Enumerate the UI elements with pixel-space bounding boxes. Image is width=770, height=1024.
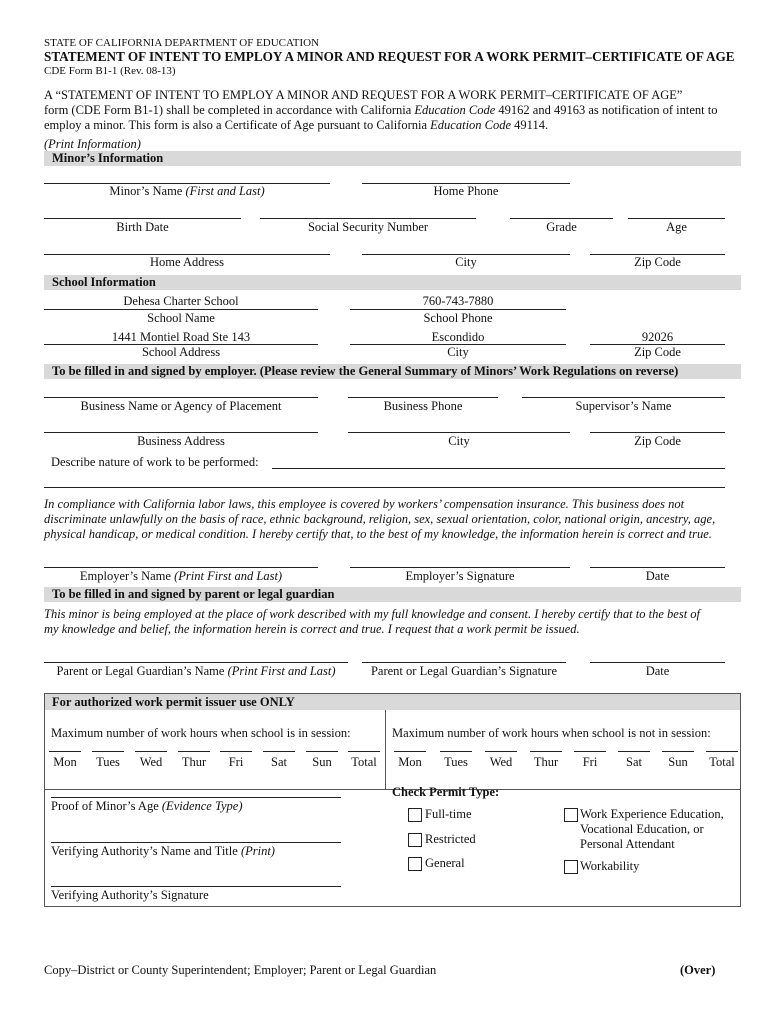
consent-line-1: This minor is being employed at the place of work described with my full knowledge and consent. I hereby certify that to the best of <box>44 607 701 621</box>
school-phone-label: School Phone <box>423 311 493 325</box>
in-session-hours-field[interactable] <box>348 751 380 752</box>
proof-age-label: Proof of Minor’s Age (Evidence Type) <box>51 799 243 813</box>
school-name-label: School Name <box>147 311 215 325</box>
school-zip-label: Zip Code <box>634 345 681 359</box>
zip-label: Zip Code <box>634 255 681 269</box>
not-in-session-day-label: Mon <box>398 755 422 769</box>
not-in-session-day-label: Wed <box>489 755 513 769</box>
business-name-label: Business Name or Agency of Placement <box>80 399 282 413</box>
school-phone-value[interactable]: 760-743-7880 <box>422 294 494 308</box>
in-session-hours-field[interactable] <box>92 751 124 752</box>
not-in-session-day-label: Sun <box>668 755 688 769</box>
school-city-label: City <box>447 345 469 359</box>
workability-label: Workability <box>580 859 640 873</box>
business-city-field[interactable] <box>348 432 570 433</box>
in-session-day-label: Fri <box>228 755 244 769</box>
work-experience-label-1: Work Experience Education, <box>580 807 724 821</box>
not-in-session-hours-field[interactable] <box>706 751 738 752</box>
employer-date-label: Date <box>645 569 670 583</box>
not-in-session-day-label: Total <box>709 755 735 769</box>
issuer-header <box>45 694 740 710</box>
in-session-day-label: Tues <box>96 755 120 769</box>
in-session-day-label: Sat <box>271 755 287 769</box>
footer-over: (Over) <box>680 963 716 977</box>
compliance-line-3: physical handicap, or medical condition. I hereby certify that, to the best of my knowledge, the information herein is correct and true. <box>44 527 712 541</box>
minor-name-label: Minor’s Name (First and Last) <box>109 184 265 198</box>
age-label: Age <box>666 220 687 234</box>
school-section-header: School Information <box>44 275 741 290</box>
employer-signature-field[interactable] <box>350 567 570 568</box>
verifying-signature-field[interactable] <box>51 886 341 887</box>
not-in-session-hours-field[interactable] <box>530 751 562 752</box>
guardian-date-field[interactable] <box>590 662 725 663</box>
in-session-hours-field[interactable] <box>178 751 210 752</box>
guardian-name-label: Parent or Legal Guardian’s Name (Print First and Last) <box>56 664 336 678</box>
not-in-session-hours-field[interactable] <box>574 751 606 752</box>
school-city-value[interactable]: Escondido <box>431 330 485 344</box>
school-name-line <box>44 309 318 310</box>
restricted-label: Restricted <box>425 832 476 846</box>
guardian-name-field[interactable] <box>44 662 348 663</box>
consent-line-2: my knowledge and belief, the information herein is correct and true. I request that a work permit be issued. <box>44 622 580 636</box>
employer-name-label: Employer’s Name (Print First and Last) <box>79 569 283 583</box>
proof-age-field[interactable] <box>51 797 341 798</box>
intro-line-1: A “STATEMENT OF INTENT TO EMPLOY A MINOR AND REQUEST FOR A WORK PERMIT–CERTIFICATE OF AGE” <box>44 88 683 102</box>
not-in-session-hours-field[interactable] <box>662 751 694 752</box>
school-address-label: School Address <box>141 345 221 359</box>
business-zip-field[interactable] <box>590 432 725 433</box>
intro-line-2: form (CDE Form B1-1) shall be completed in accordance with California Education Code 49162 and 49163 as notification of intent to <box>44 103 718 117</box>
nature-of-work-field-1[interactable] <box>272 468 725 469</box>
compliance-line-2: discriminate unlawfully on the basis of race, ethnic background, religion, sex, sexual orientation, color, national origin, ancestry, age, <box>44 512 716 526</box>
max-in-session-label: Maximum number of work hours when school is in session: <box>51 726 351 740</box>
workability-checkbox[interactable] <box>564 860 578 874</box>
not-in-session-day-label: Fri <box>582 755 598 769</box>
business-address-field[interactable] <box>44 432 318 433</box>
not-in-session-hours-field[interactable] <box>618 751 650 752</box>
form-title: STATEMENT OF INTENT TO EMPLOY A MINOR AND REQUEST FOR A WORK PERMIT–CERTIFICATE OF AGE <box>44 49 735 64</box>
work-experience-label-3: Personal Attendant <box>580 837 675 851</box>
business-city-label: City <box>448 434 470 448</box>
not-in-session-hours-field[interactable] <box>440 751 472 752</box>
in-session-day-label: Total <box>351 755 377 769</box>
business-phone-field[interactable] <box>348 397 498 398</box>
in-session-day-label: Mon <box>53 755 77 769</box>
issuer-heading: For authorized work permit issuer use ONLY <box>52 695 295 709</box>
not-in-session-hours-field[interactable] <box>485 751 517 752</box>
in-session-hours-field[interactable] <box>263 751 295 752</box>
in-session-hours-field[interactable] <box>306 751 338 752</box>
employer-name-field[interactable] <box>44 567 318 568</box>
in-session-day-label: Wed <box>139 755 163 769</box>
max-not-in-session-label: Maximum number of work hours when school is not in session: <box>392 726 711 740</box>
in-session-day-label: Thur <box>181 755 207 769</box>
business-phone-label: Business Phone <box>383 399 463 413</box>
home-phone-label: Home Phone <box>433 184 499 198</box>
guardian-signature-label: Parent or Legal Guardian’s Signature <box>370 664 558 678</box>
birth-date-field[interactable] <box>44 218 241 219</box>
supervisor-label: Supervisor’s Name <box>575 399 672 413</box>
agency-name: STATE OF CALIFORNIA DEPARTMENT OF EDUCATION <box>44 37 320 49</box>
not-in-session-day-label: Tues <box>444 755 468 769</box>
home-address-label: Home Address <box>150 255 224 269</box>
not-in-session-hours-field[interactable] <box>394 751 426 752</box>
grade-field[interactable] <box>510 218 613 219</box>
fulltime-label: Full-time <box>425 807 472 821</box>
issuer-divider <box>385 710 386 789</box>
form-id: CDE Form B1-1 (Rev. 08-13) <box>44 65 176 77</box>
ssn-field[interactable] <box>260 218 476 219</box>
nature-of-work-field-2[interactable] <box>44 487 725 488</box>
check-permit-type-label: Check Permit Type: <box>392 785 500 799</box>
business-name-field[interactable] <box>44 397 318 398</box>
age-field[interactable] <box>628 218 725 219</box>
school-name-value[interactable]: Dehesa Charter School <box>123 294 239 308</box>
business-address-label: Business Address <box>137 434 225 448</box>
birth-date-label: Birth Date <box>116 220 169 234</box>
footer-copy: Copy–District or County Superintendent; Employer; Parent or Legal Guardian <box>44 963 437 977</box>
ssn-label: Social Security Number <box>307 220 429 234</box>
supervisor-field[interactable] <box>522 397 725 398</box>
school-zip-value[interactable]: 92026 <box>641 330 674 344</box>
in-session-hours-field[interactable] <box>135 751 167 752</box>
minor-section-header: Minor’s Information <box>44 151 741 166</box>
work-experience-label-2: Vocational Education, or <box>580 822 704 836</box>
school-address-value[interactable]: 1441 Montiel Road Ste 143 <box>111 330 251 344</box>
guardian-signature-field[interactable] <box>362 662 566 663</box>
in-session-day-label: Sun <box>312 755 332 769</box>
verifying-name-field[interactable] <box>51 842 341 843</box>
in-session-hours-field[interactable] <box>49 751 81 752</box>
guardian-date-label: Date <box>645 664 670 678</box>
employer-date-field[interactable] <box>590 567 725 568</box>
print-note: (Print Information) <box>44 137 141 151</box>
city-label: City <box>455 255 477 269</box>
general-label: General <box>425 856 465 870</box>
work-experience-checkbox[interactable] <box>564 808 578 822</box>
nature-of-work-label: Describe nature of work to be performed: <box>51 455 259 469</box>
employer-section-header: To be filled in and signed by employer. (Please review the General Summary of Minors’ Work Regulations on reverse) <box>44 364 741 379</box>
business-zip-label: Zip Code <box>634 434 681 448</box>
verifying-name-label: Verifying Authority’s Name and Title (Print) <box>51 844 275 858</box>
not-in-session-day-label: Sat <box>626 755 642 769</box>
not-in-session-day-label: Thur <box>533 755 559 769</box>
compliance-line-1: In compliance with California labor laws, this employee is covered by workers’ compensation insurance. This business does not <box>44 497 685 511</box>
verifying-signature-label: Verifying Authority’s Signature <box>51 888 209 902</box>
grade-label: Grade <box>546 220 577 234</box>
general-checkbox[interactable] <box>408 857 422 871</box>
fulltime-checkbox[interactable] <box>408 808 422 822</box>
employer-signature-label: Employer’s Signature <box>405 569 515 583</box>
school-phone-line <box>350 309 566 310</box>
restricted-checkbox[interactable] <box>408 833 422 847</box>
guardian-section-header: To be filled in and signed by parent or legal guardian <box>44 587 741 602</box>
in-session-hours-field[interactable] <box>220 751 252 752</box>
intro-line-3: employ a minor. This form is also a Certificate of Age pursuant to California Education Code 49114. <box>44 118 549 132</box>
